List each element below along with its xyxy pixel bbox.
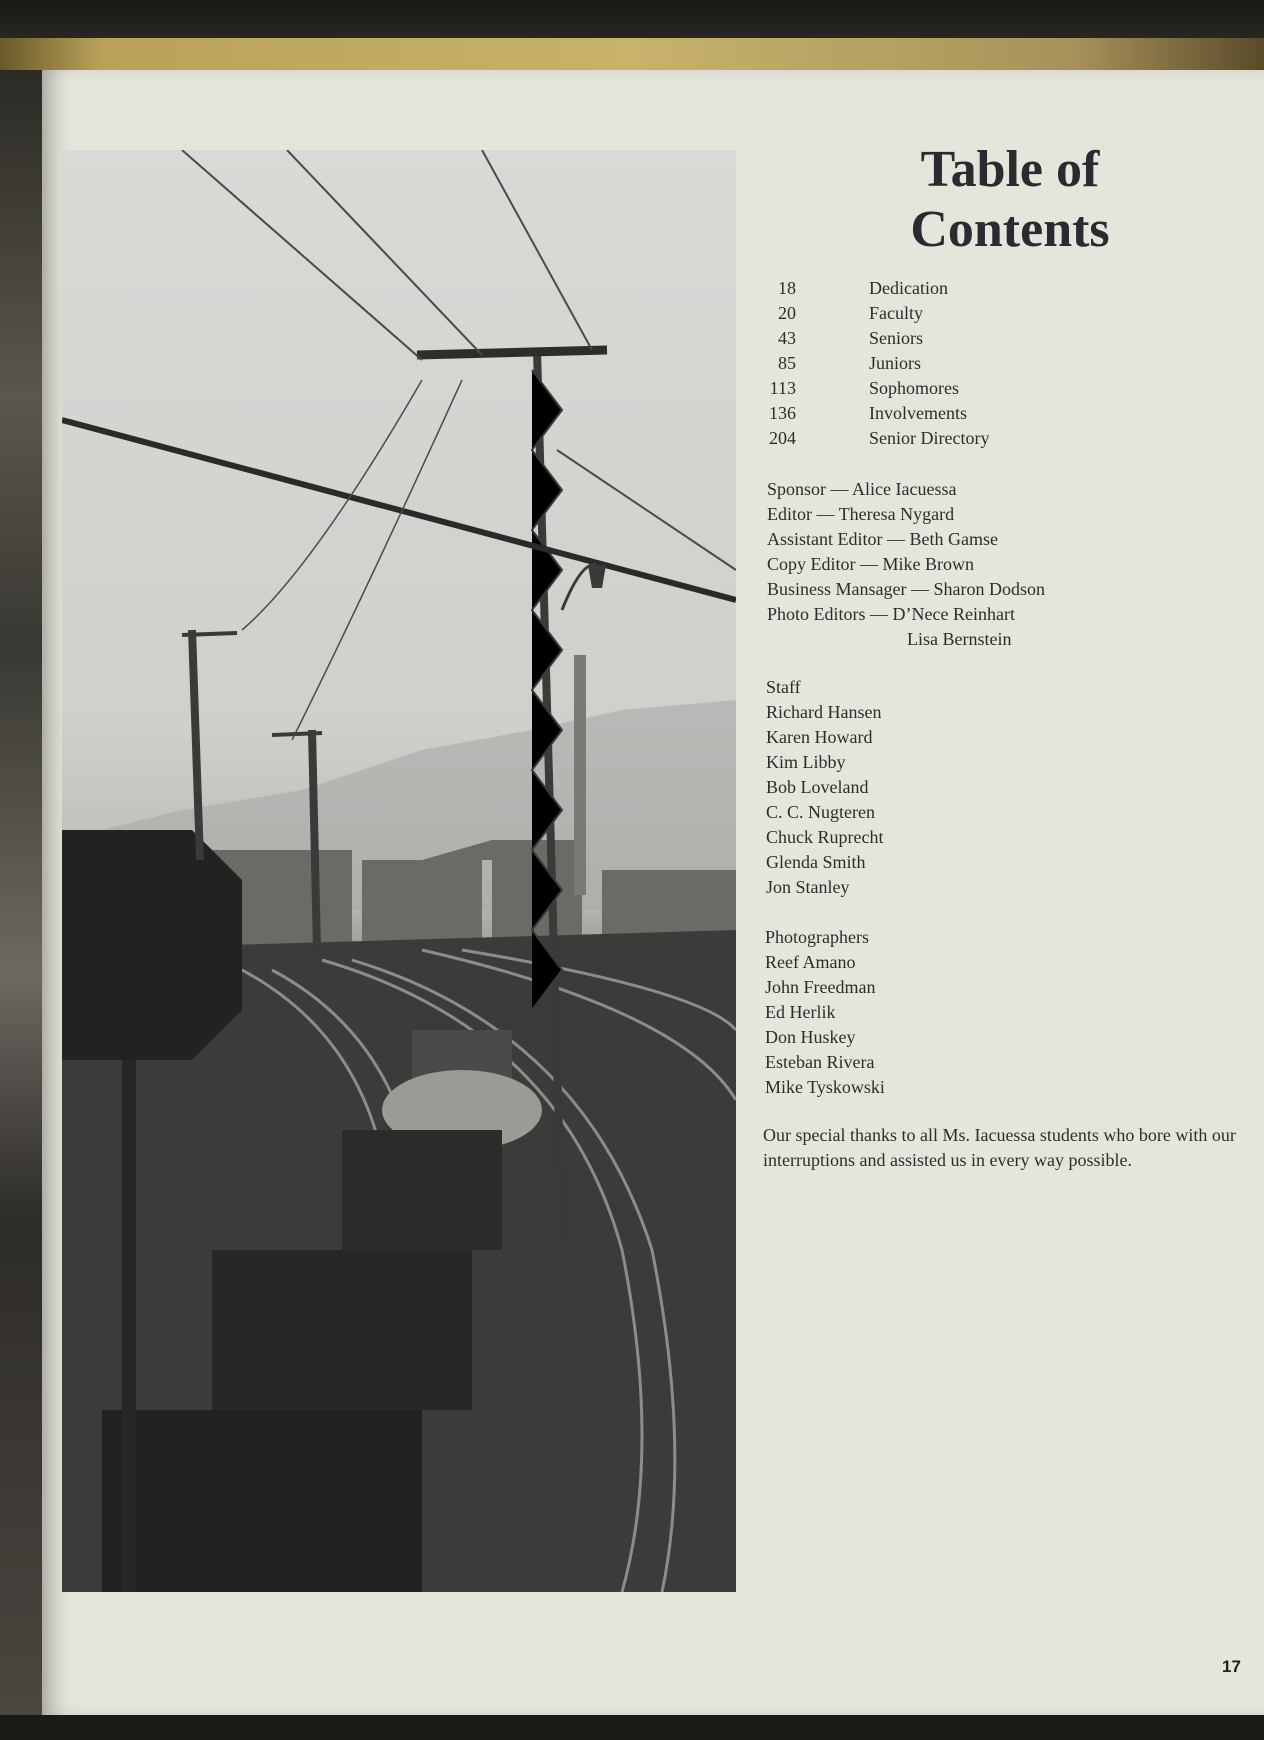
staff-member: Chuck Ruprecht xyxy=(766,827,884,847)
contents-entry xyxy=(760,276,1160,301)
entry-section: Dedication xyxy=(869,278,948,298)
photographer: Don Huskey xyxy=(765,1027,856,1047)
staff-member: Richard Hansen xyxy=(766,702,882,722)
entry-page-number: 204 xyxy=(769,428,796,448)
editorial-credits xyxy=(767,477,1207,652)
contents-entry xyxy=(760,326,1160,351)
entry-page-number: 18 xyxy=(778,278,796,298)
entry-page-number: 85 xyxy=(778,353,796,373)
railway-yard-photograph xyxy=(62,150,736,1592)
entry-section: Senior Directory xyxy=(869,428,990,448)
title-line-1: Table of xyxy=(920,141,1100,198)
book-binding-bottom xyxy=(0,1715,1264,1740)
photographers-list xyxy=(765,925,885,1100)
staff-member: Karen Howard xyxy=(766,727,873,747)
entry-page-number: 20 xyxy=(778,303,796,323)
staff-member: Jon Stanley xyxy=(766,877,850,897)
entry-page-number: 113 xyxy=(769,378,796,398)
staff-list xyxy=(766,675,883,900)
entry-page-number: 136 xyxy=(769,403,796,423)
contents-entry xyxy=(760,351,1160,376)
staff-member: Bob Loveland xyxy=(766,777,869,797)
contents-entry xyxy=(760,401,1160,426)
book-cover-edge xyxy=(0,38,1264,70)
entry-page-number: 43 xyxy=(778,328,796,348)
entry-section: Juniors xyxy=(869,353,922,373)
photographer: John Freedman xyxy=(765,977,876,997)
credit-line-continued: Lisa Bernstein xyxy=(907,629,1012,649)
entry-section: Sophomores xyxy=(869,378,959,398)
credit-line: Sponsor — Alice Iacuessa xyxy=(767,479,957,499)
photographer: Ed Herlik xyxy=(765,1002,836,1022)
railway-photo-drawing xyxy=(62,150,736,1592)
staff-member: C. C. Nugteren xyxy=(766,802,875,822)
contents-entry xyxy=(760,426,1160,451)
page-title xyxy=(850,140,1170,260)
page-number: 17 xyxy=(1222,1657,1241,1676)
contents-entry xyxy=(760,376,1160,401)
contents-entry xyxy=(760,301,1160,326)
contents-list xyxy=(760,276,1160,451)
staff-member: Kim Libby xyxy=(766,752,846,772)
credit-line: Business Mansager — Sharon Dodson xyxy=(767,579,1045,599)
photographer: Esteban Rivera xyxy=(765,1052,875,1072)
entry-section: Involvements xyxy=(869,403,967,423)
entry-section: Faculty xyxy=(869,303,923,323)
credit-line: Assistant Editor — Beth Gamse xyxy=(767,529,998,549)
staff-heading: Staff xyxy=(766,677,801,697)
photographers-heading: Photographers xyxy=(765,927,869,947)
title-line-2: Contents xyxy=(910,201,1110,258)
photographer: Mike Tyskowski xyxy=(765,1077,885,1097)
thanks-note: Our special thanks to all Ms. Iacuessa students who bore with our interruptions and assisted us in every way possible. xyxy=(763,1125,1236,1170)
book-binding-top xyxy=(0,0,1264,40)
credit-line: Editor — Theresa Nygard xyxy=(767,504,955,524)
entry-section: Seniors xyxy=(869,328,923,348)
photographer: Reef Amano xyxy=(765,952,856,972)
credit-line: Photo Editors — D’Nece Reinhart xyxy=(767,604,1015,624)
staff-member: Glenda Smith xyxy=(766,852,866,872)
credit-line: Copy Editor — Mike Brown xyxy=(767,554,974,574)
